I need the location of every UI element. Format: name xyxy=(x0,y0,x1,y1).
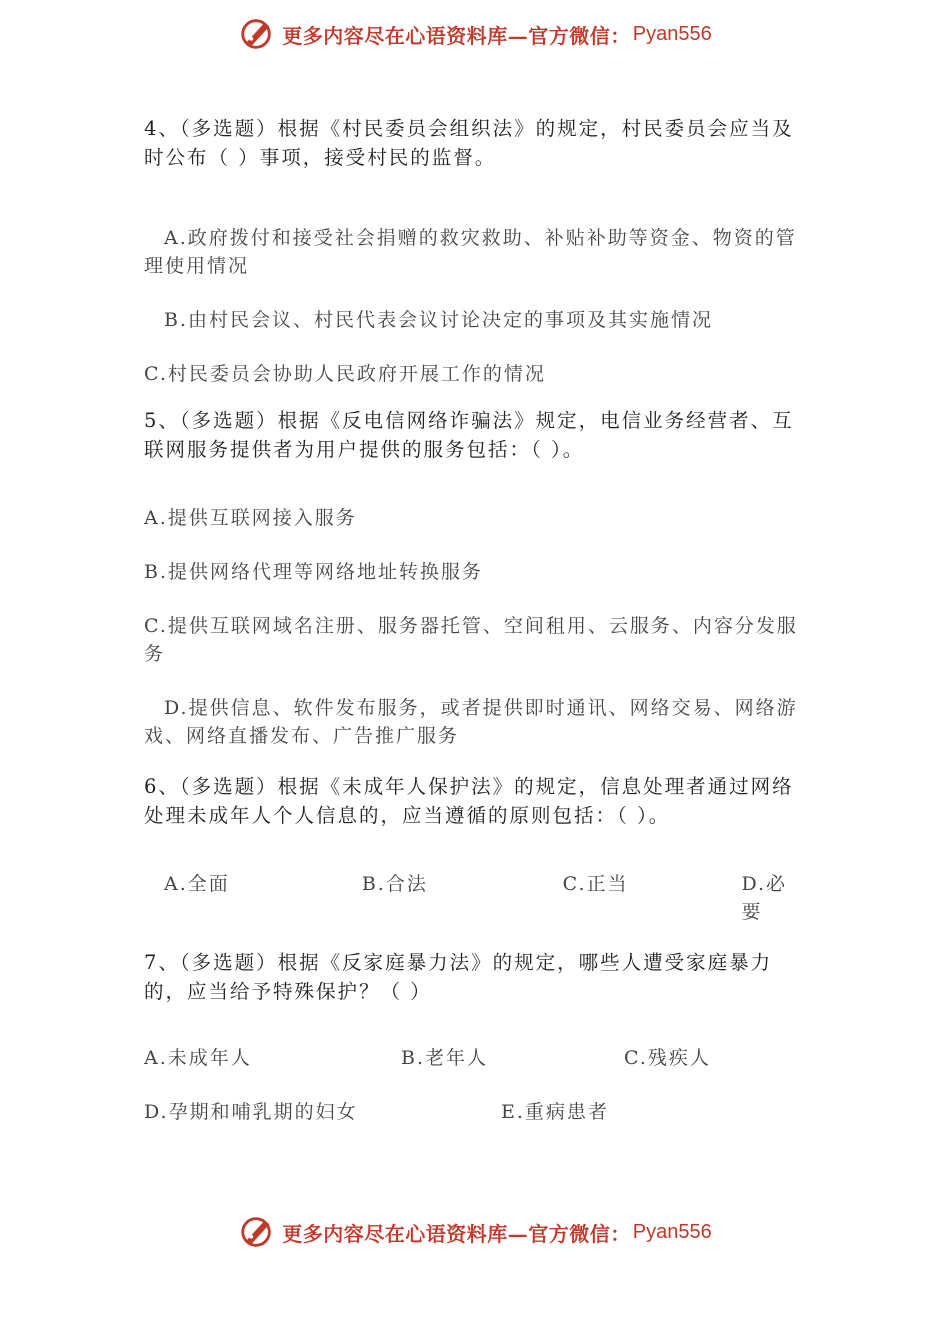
footer-banner xyxy=(0,1212,950,1252)
question-5-option-a: A.提供互联网接入服务 xyxy=(144,507,357,529)
question-4-stem: 4、（多选题）根据《村民委员会组织法》的规定，村民委员会应当及时公布（ ）事项，接受村民的监督。 xyxy=(144,117,794,169)
question-7-options-row-1 xyxy=(144,1044,808,1072)
question-7-option-d: D.孕期和哺乳期的妇女 xyxy=(144,1101,358,1123)
question-7-option-e: E.重病患者 xyxy=(501,1101,609,1123)
pen-logo-icon xyxy=(238,1213,276,1251)
question-5-stem: 5、（多选题）根据《反电信网络诈骗法》规定，电信业务经营者、互联网服务提供者为用户提供的服务包括：（ ）。 xyxy=(144,409,794,461)
question-5-option-b: B.提供网络代理等网络地址转换服务 xyxy=(144,561,484,583)
banner-wechat-id: Pyan556 xyxy=(632,1220,712,1243)
question-4-option-b: B.由村民会议、村民代表会议讨论决定的事项及其实施情况 xyxy=(164,309,714,331)
banner-wechat-id: Pyan556 xyxy=(632,22,712,45)
document-body xyxy=(144,114,808,1126)
question-7-options-row-2 xyxy=(144,1098,808,1126)
question-6-options xyxy=(144,870,808,926)
question-7-option-a: A.未成年人 xyxy=(144,1047,252,1069)
question-6-option-a: A.全面 xyxy=(164,873,230,895)
banner-text: 更多内容尽在心语资料库—官方微信： xyxy=(282,1221,631,1246)
question-4-option-a: A.政府拨付和接受社会捐赠的救灾救助、补贴补助等资金、物资的管理使用情况 xyxy=(144,227,797,277)
question-7-option-b: B.老年人 xyxy=(401,1047,489,1069)
question-6-option-b: B.合法 xyxy=(361,873,428,895)
pen-logo-icon xyxy=(238,15,276,53)
question-5-option-c: C.提供互联网域名注册、服务器托管、空间租用、云服务、内容分发服务 xyxy=(144,615,798,665)
question-6-option-d: D.必要 xyxy=(741,873,788,923)
question-7-stem: 7、（多选题）根据《反家庭暴力法》的规定，哪些人遭受家庭暴力的，应当给予特殊保护？（ ） xyxy=(144,951,773,1003)
question-6-stem: 6、（多选题）根据《未成年人保护法》的规定，信息处理者通过网络处理未成年人个人信息的，应当遵循的原则包括：（ ）。 xyxy=(144,775,794,827)
question-6-option-c: C.正当 xyxy=(562,873,629,895)
question-4-option-c: C.村民委员会协助人民政府开展工作的情况 xyxy=(144,363,546,385)
banner-text: 更多内容尽在心语资料库—官方微信： xyxy=(282,23,631,48)
question-7-option-c: C.残疾人 xyxy=(624,1047,711,1069)
header-banner xyxy=(0,14,950,54)
question-5-option-d: D.提供信息、软件发布服务，或者提供即时通讯、网络交易、网络游戏、网络直播发布、广告推广服务 xyxy=(144,697,798,747)
